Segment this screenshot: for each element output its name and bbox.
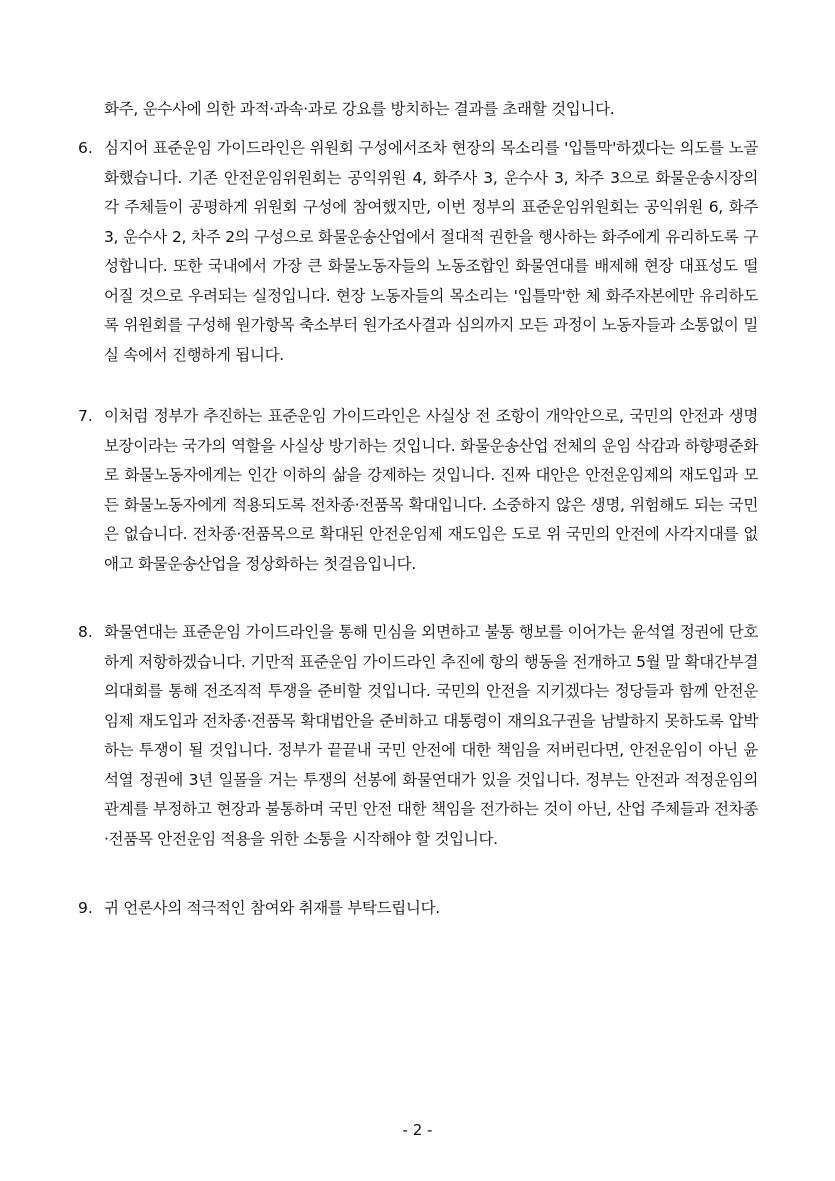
list-item-8 <box>78 618 758 854</box>
item-number: 8. <box>78 623 93 641</box>
item-text: 귀 언론사의 적극적인 참여와 취재를 부탁드립니다. <box>104 899 440 917</box>
list-item-6 <box>78 134 758 370</box>
continuation-text: 화주, 운수사에 의한 과적·과속·과로 강요를 방치하는 결과를 초래할 것입니다. <box>104 100 615 118</box>
list-item-9 <box>78 894 758 924</box>
item-text: 이처럼 정부가 추진하는 표준운임 가이드라인은 사실상 전 조항이 개악안으로, 국민의 안전과 생명보장이라는 국가의 역할을 사실상 방기하는 것입니다. 화물운송산업 전체의 운임 삭감과 하향평준화로 화물노동자에게는 인간 이하의 삶을 강제하는 것입니다. 진짜 대안은 안전운임제의 재도입과 모든 화물노동자에게 적용되도록 전차종·전품목 확대입니다. 소중하지 않은 생명, 위험해도 되는 국민은 없습니다. 전차종·전품목으로 확대된 안전운임제 재도입은 도로 위 국민의 안전에 사각지대를 없애고 화물운송산업을 정상화하는 첫걸음입니다. <box>104 407 758 573</box>
item-number: 6. <box>78 139 93 157</box>
list-item-7 <box>78 402 758 579</box>
item-number: 9. <box>78 899 93 917</box>
item-text: 화물연대는 표준운임 가이드라인을 통해 민심을 외면하고 불통 행보를 이어가는 윤석열 정권에 단호하게 저항하겠습니다. 기만적 표준운임 가이드라인 추진에 항의 행동을 전개하고 5월 말 확대간부결의대회를 통해 전조직적 투쟁을 준비할 것입니다. 국민의 안전을 지키겠다는 정당들과 함께 안전운임제 재도입과 전차종·전품목 확대법안을 준비하고 대통령이 재의요구권을 남발하지 못하도록 압박하는 투쟁이 될 것입니다. 정부가 끝끝내 국민 안전에 대한 책임을 저버린다면, 안전운임이 아닌 윤석열 정권에 3년 일몰을 거는 투쟁의 선봉에 화물연대가 있을 것입니다. 정부는 안전과 적정운임의 관계를 부정하고 현장과 불통하며 국민 안전 대한 책임을 전가하는 것이 아닌, 산업 주체들과 전차종·전품목 안전운임 적용을 위한 소통을 시작해야 할 것입니다. <box>104 623 758 848</box>
item-text: 심지어 표준운임 가이드라인은 위원회 구성에서조차 현장의 목소리를 '입틀막'하겠다는 의도를 노골화했습니다. 기존 안전운임위원회는 공익위원 4, 화주사 3, 운수사 3, 차주 3으로 화물운송시장의 각 주체들이 공평하게 위원회 구성에 참여했지만, 이번 정부의 표준운임위원회는 공익위원 6, 화주 3, 운수사 2, 차주 2의 구성으로 화물운송산업에서 절대적 권한을 행사하는 화주에게 유리하도록 구성합니다. 또한 국내에서 가장 큰 화물노동자들의 노동조합인 화물연대를 배제해 현장 대표성도 떨어질 것으로 우려되는 실정입니다. 현장 노동자들의 목소리는 '입틀막'한 체 화주자본에만 유리하도록 위원회를 구성해 원가항목 축소부터 원가조사결과 심의까지 모든 과정이 노동자들과 소통없이 밀실 속에서 진행하게 됩니다. <box>104 139 758 364</box>
item-number: 7. <box>78 407 93 425</box>
page-number: - 2 - <box>402 1121 433 1139</box>
